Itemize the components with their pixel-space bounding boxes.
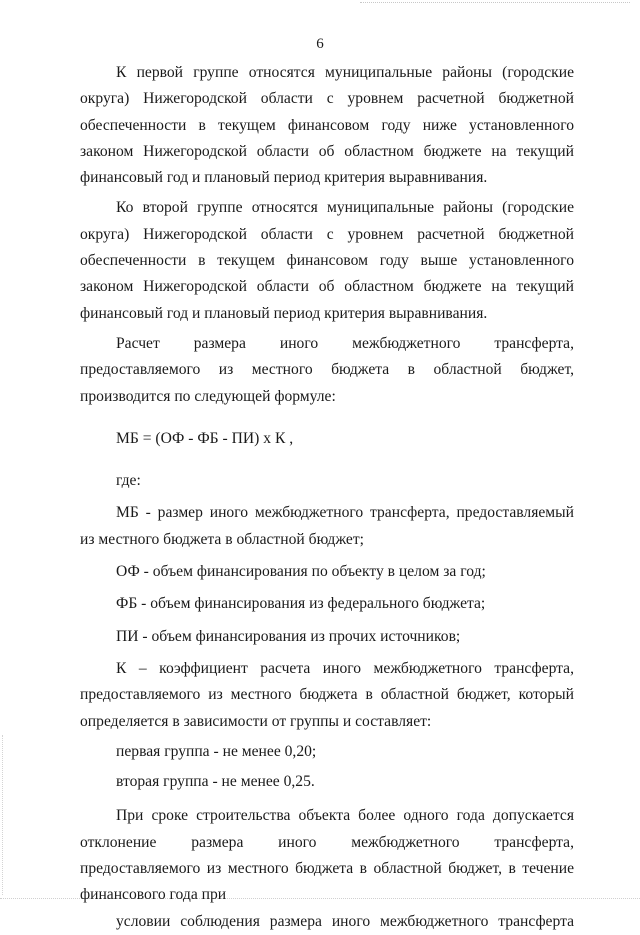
page-number: 6 (316, 36, 324, 52)
definition-pi: ПИ - объем финансирования из прочих источников; (116, 627, 461, 645)
definition-fb: ФБ - объем финансирования из федерального бюджета; (116, 595, 486, 613)
scan-artifact-left (2, 735, 4, 895)
formula: МБ = (ОФ - ФБ - ПИ) х К , (116, 429, 294, 447)
paragraph-final-last-line: условии соблюдения размера иного межбюджетного трансферта (116, 912, 574, 930)
scan-artifact-top (360, 2, 630, 4)
definition-of: ОФ - объем финансирования по объекту в целом за год; (116, 563, 486, 581)
document-body (80, 60, 574, 935)
paragraph-final (80, 803, 574, 934)
paragraph-group-1: К первой группе относятся муниципальные районы (городские округа) Нижегородской области с уровнем расчетной бюджетной обеспеченности в текущем финансовом году ниже установленного законом Нижегородской области об областном бюджете на текущий финансовый год и плановый период критерия выравнивания. (80, 64, 574, 187)
group-first-coefficient: первая группа - не менее 0,20; (116, 742, 317, 760)
paragraph-group-2: Ко второй группе относятся муниципальные районы (городские округа) Нижегородской области с уровнем расчетной бюджетной обеспеченности в текущем финансовом году выше установленного законом Нижегородской области об областном бюджете на текущий финансовый год и плановый период критерия выравнивания. (80, 199, 574, 322)
definition-k: К – коэффициент расчета иного межбюджетного трансферта, предоставляемого из местного бюджета в областной бюджет, который определяется в зависимости от группы и составляет: (80, 659, 574, 730)
group-second-coefficient: вторая группа - не менее 0,25. (116, 773, 315, 791)
paragraph-final-text: При сроке строительства объекта более одного года допускается отклонение размера иного межбюджетного трансферта, предоставляемого из местного бюджета в областной бюджет, в течение финансового года при (80, 807, 574, 904)
definition-mb: МБ - размер иного межбюджетного трансферта, предоставляемый из местного бюджета в областной бюджет; (80, 504, 574, 548)
where-label: где: (116, 472, 141, 490)
paragraph-calc-intro: Расчет размера иного межбюджетного трансферта, предоставляемого из местного бюджета в областной бюджет, производится по следующей формуле: (80, 334, 574, 405)
